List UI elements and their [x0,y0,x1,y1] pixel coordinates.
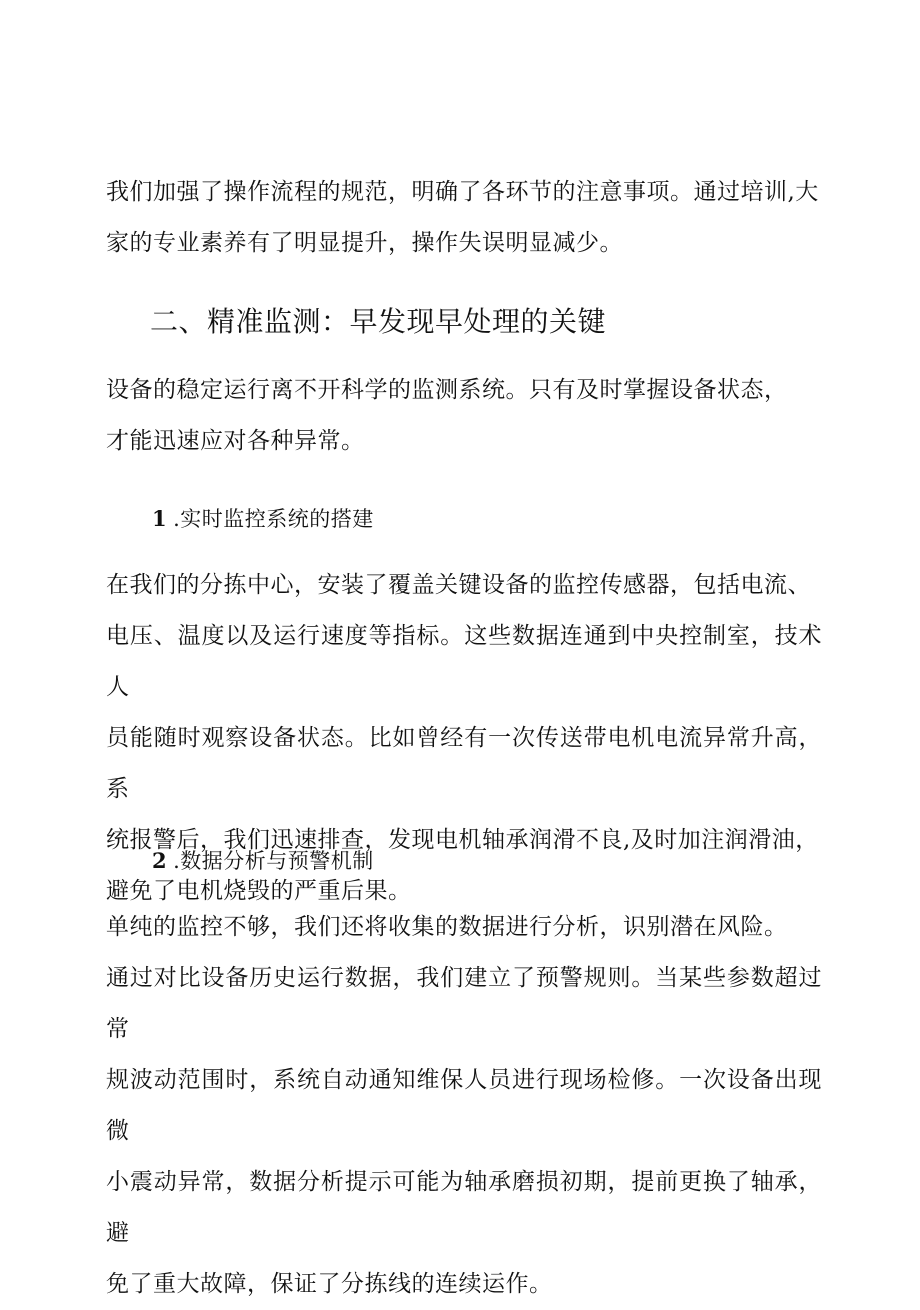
paragraph-operation-standards: 我们加强了操作流程的规范，明确了各环节的注意事项。通过培训,大 家的专业素养有了明显提升，操作失误明显减少。 [106,179,819,256]
paragraph-data-analysis: 单纯的监控不够，我们还将收集的数据进行分析，识别潜在风险。 通过对比设备历史运行数据，我们建立了预警规则。当某些参数超过常 规波动范围时，系统自动通知维保人员进行现场检修。一次设备出现微 小震动异常，数据分析提示可能为轴承磨损初期，提前更换了轴承，避 免了重大故障，保证了分拣线的连续运作。 [106,914,822,1297]
section-heading-precise-monitoring: 二、精准监测：早发现早处理的关键 [150,305,607,338]
subheading-title: .实时监控系统的搭建 [173,507,374,531]
subheading-number: 1 [152,506,168,531]
subheading-title: .数据分析与预警机制 [173,849,374,873]
subheading-realtime-monitoring [152,503,374,533]
subheading-data-analysis [152,845,374,875]
paragraph-realtime-monitoring: 在我们的分拣中心，安装了覆盖关键设备的监控传感器，包括电流、 电压、温度以及运行速度等指标。这些数据连通到中央控制室，技术人 员能随时观察设备状态。比如曾经有一次传送带电机电流异常升高，系 统报警后，我们迅速排查，发现电机轴承润滑不良,及时加注润滑油， 避免了电机烧毁的严重后果。 [106,572,822,904]
paragraph-monitoring-intro: 设备的稳定运行离不开科学的监测系统。只有及时掌握设备状态， 才能迅速应对各种异常。 [106,377,788,454]
subheading-number: 2 [152,848,168,873]
